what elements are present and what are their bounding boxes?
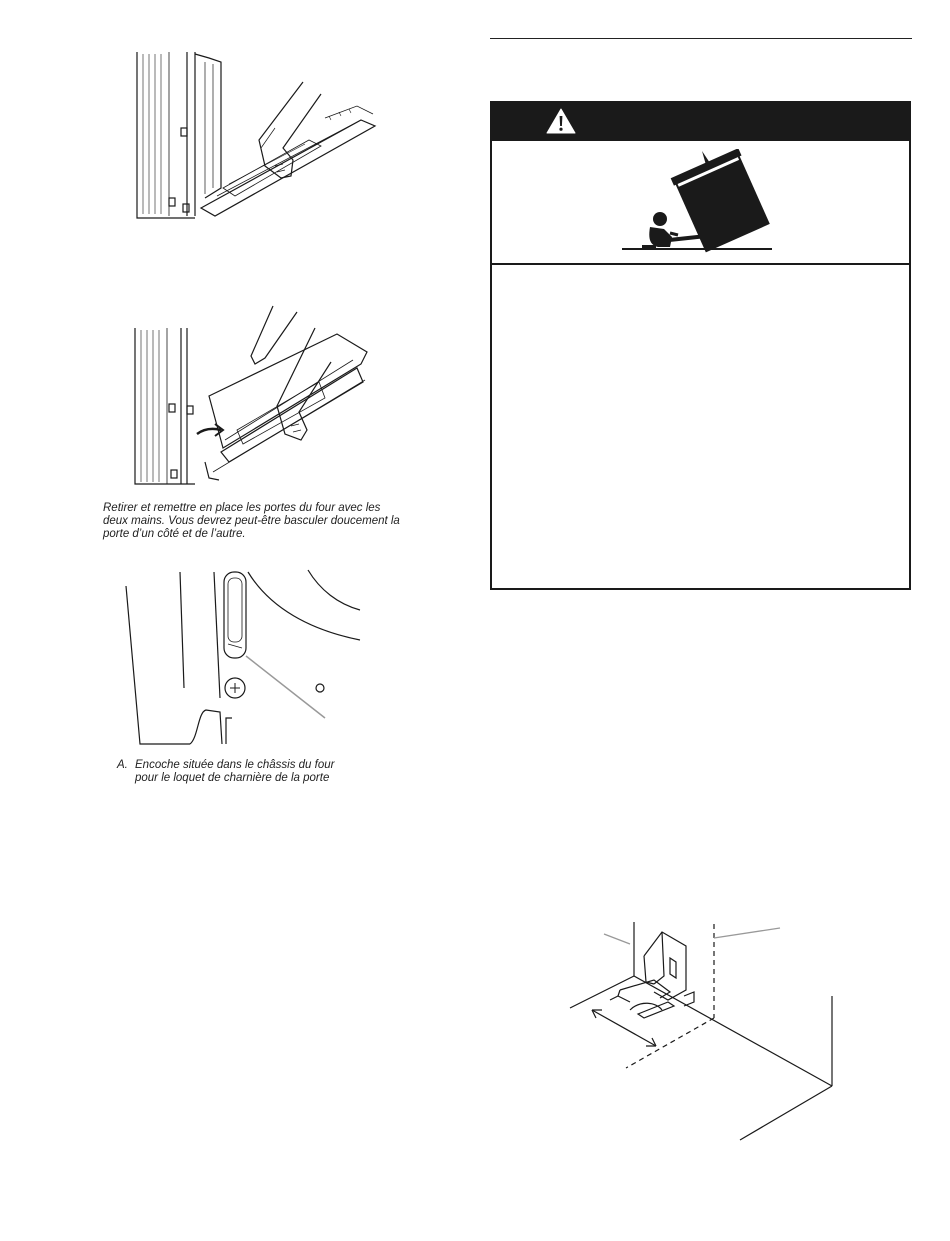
warning-triangle-icon xyxy=(546,108,576,134)
door-removal-illustration-1 xyxy=(125,48,385,228)
wall-leader-line xyxy=(604,934,630,944)
notch-caption-letter: A. xyxy=(117,759,128,771)
warning-box xyxy=(490,101,911,590)
hinge-notch-illustration xyxy=(120,568,370,753)
section-rule xyxy=(490,38,912,39)
warning-header xyxy=(492,103,909,141)
door-removal-illustration-2 xyxy=(125,302,385,492)
notch-caption-line1: Encoche située dans le châssis du four xyxy=(135,759,335,771)
anti-tip-bracket-illustration xyxy=(560,918,850,1146)
tip-over-hazard-illustration xyxy=(620,149,780,255)
notch-caption xyxy=(117,759,397,785)
notch-leader-line xyxy=(246,656,325,718)
notch-caption-line2: pour le loquet de charnière de la porte xyxy=(135,772,330,784)
warning-divider xyxy=(492,263,909,265)
door-removal-caption: Retirer et remettre en place les portes du four avec les deux mains. Vous devrez peut-être basculer doucement la porte d’un côté et de l’autre. xyxy=(103,502,400,540)
floor-leader-line xyxy=(714,928,780,938)
